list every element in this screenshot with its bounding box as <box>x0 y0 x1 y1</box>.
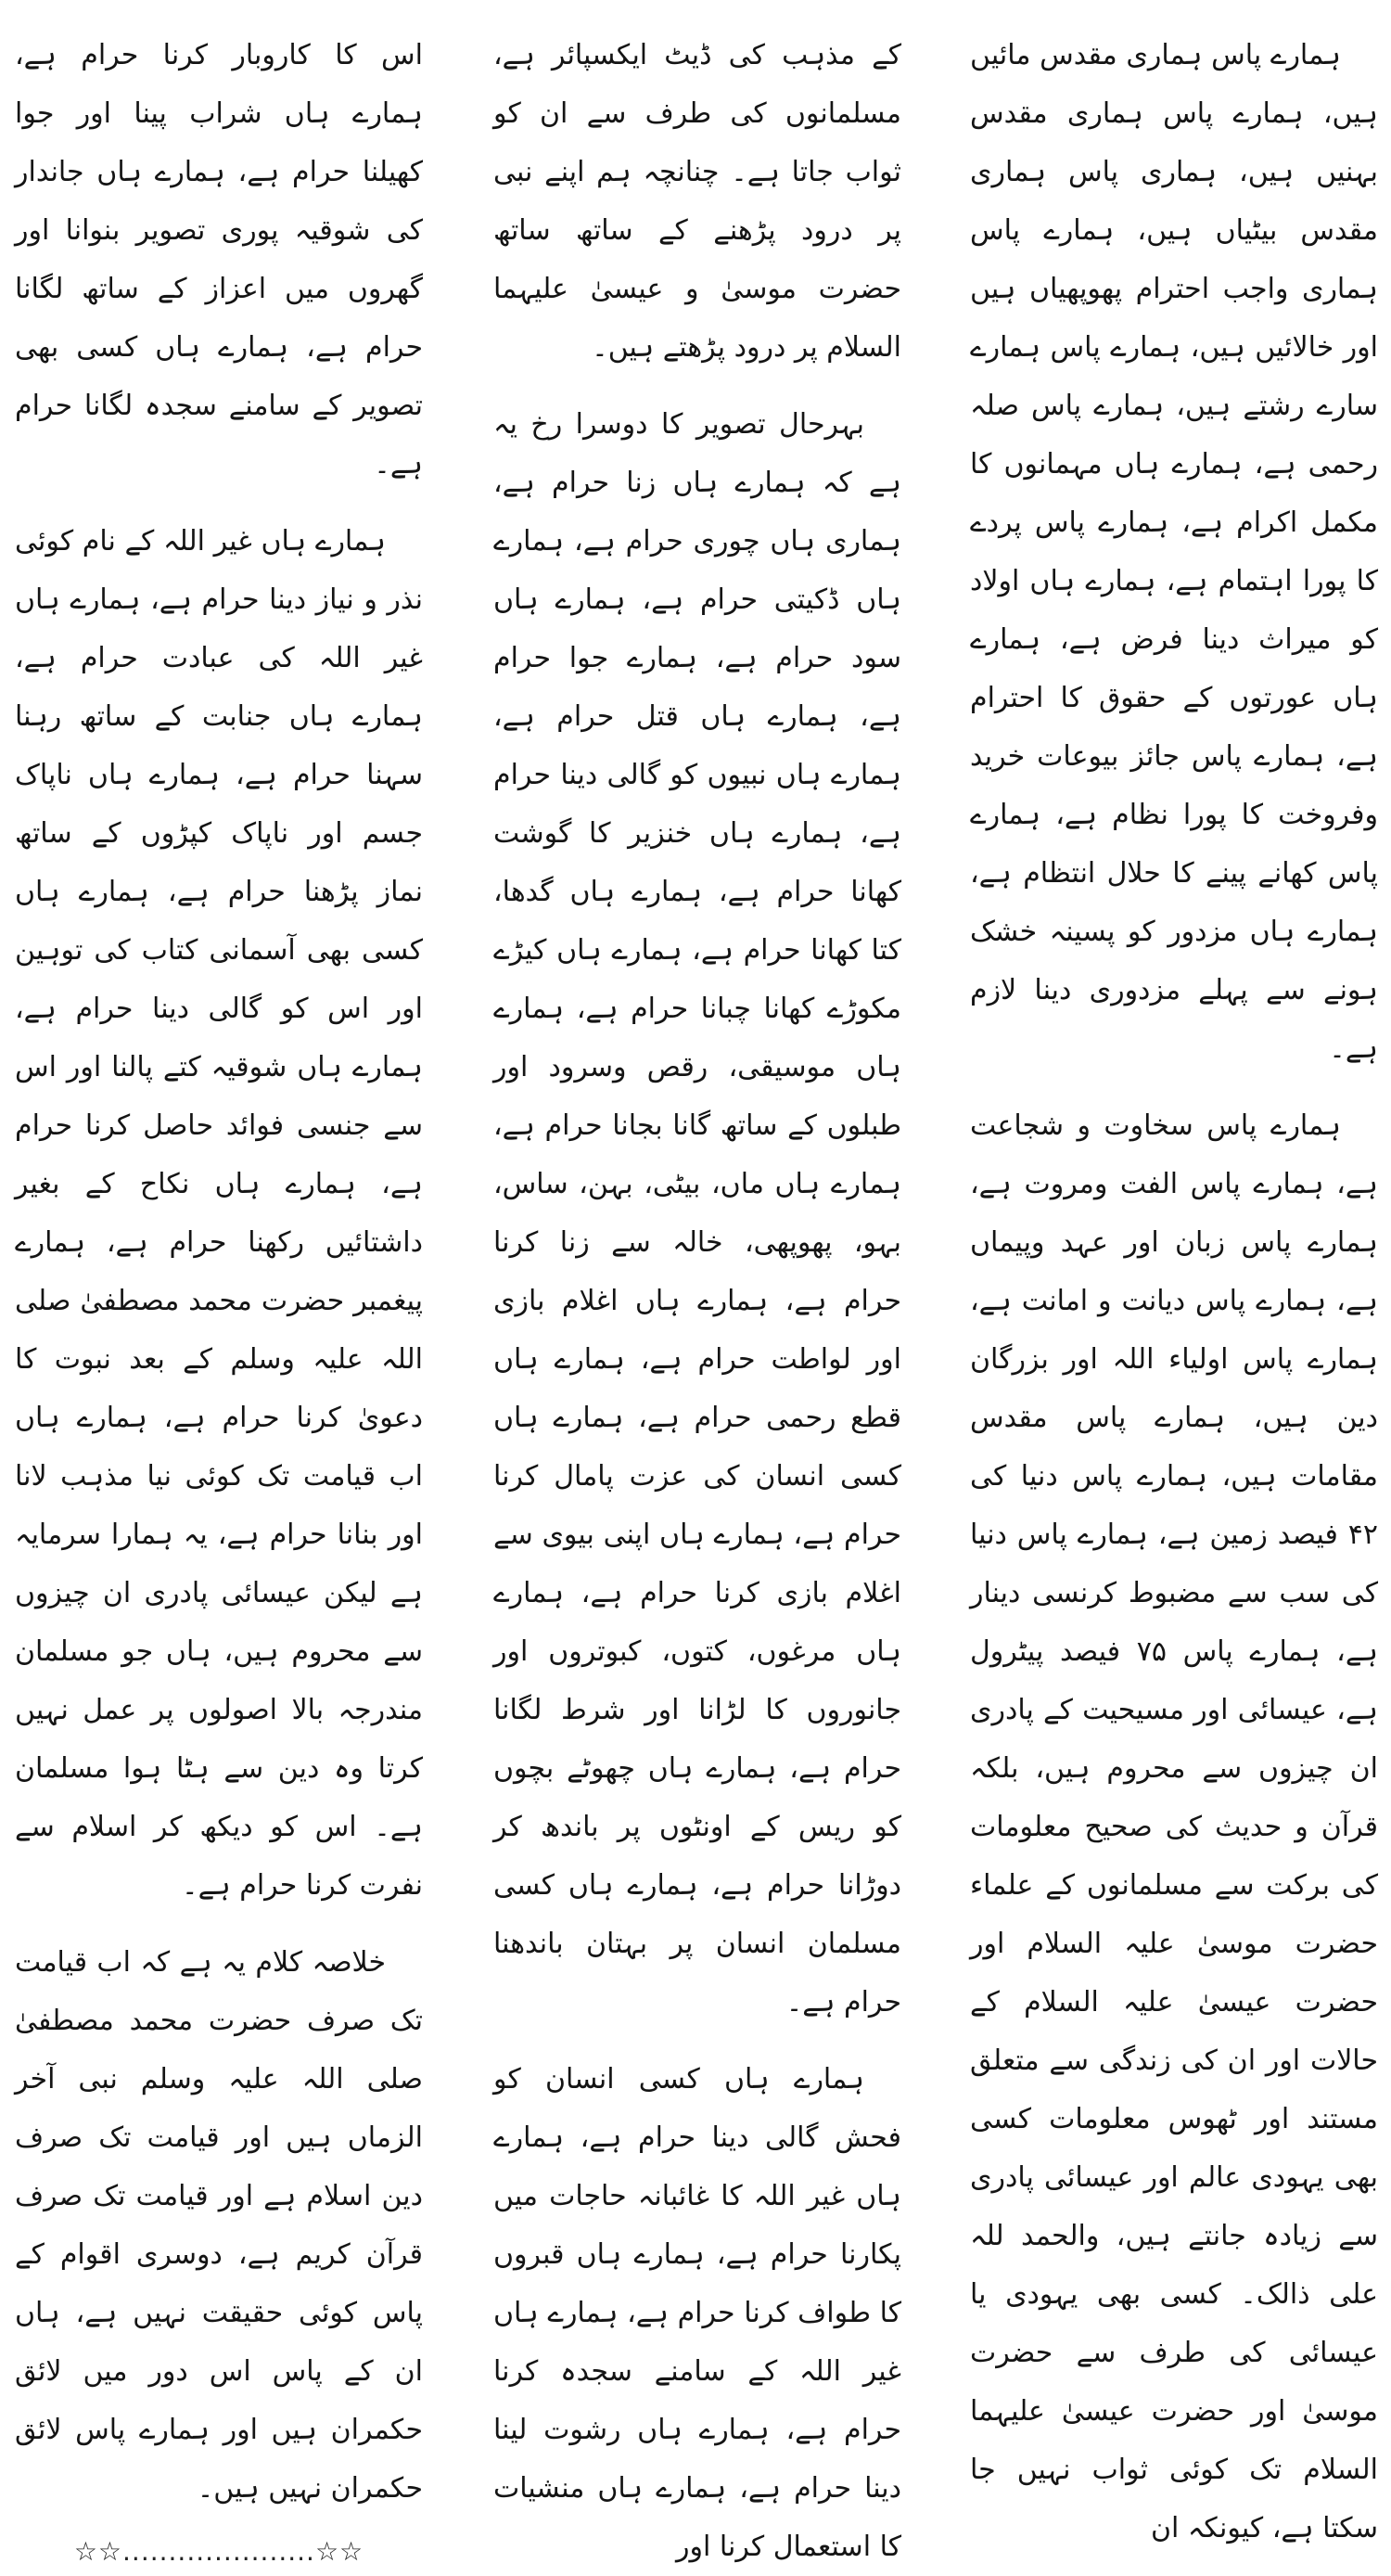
paragraph: ہمارے پاس ہماری مقدس مائیں ہیں، ہمارے پاس ہماری مقدس بہنیں ہیں، ہماری پاس ہماری مقدس بیٹیاں ہیں، ہمارے پاس ہماری واجب احترام پھوپھیاں ہیں اور خالائیں ہیں، ہمارے پاس ہمارے سارے رشتے ہیں، ہمارے پاس صلہ رحمی ہے، ہمارے ہاں مہمانوں کا مکمل اکرام ہے، ہمارے پاس پردے کا پورا اہتمام ہے، ہمارے ہاں اولاد کو میراث دینا فرض ہے، ہمارے ہاں عورتوں کے حقوق کا احترام ہے، ہمارے پاس جائز بیوعات خرید وفروخت کا پورا نظام ہے، ہمارے پاس کھانے پینے کا حلال انتظام ہے، ہمارے ہاں مزدور کو پسینہ خشک ہونے سے پہلے مزدوری دینا لازم ہے۔ <box>970 39 1378 1065</box>
paragraph: ہمارے پاس سخاوت و شجاعت ہے، ہمارے پاس الفت ومروت ہے، ہمارے پاس زبان اور عہد وپیماں ہے، ہمارے پاس دیانت و امانت ہے، ہمارے پاس اولیاء اللہ اور بزرگان دین ہیں، ہمارے پاس مقدس مقامات ہیں، ہمارے پاس دنیا کی ۴۲ فیصد زمین ہے، ہمارے پاس دنیا کی سب سے مضبوط کرنسی دینار ہے، ہمارے پاس ۷۵ فیصد پیٹرول ہے، عیسائی اور مسیحیت کے پادری ان چیزوں سے محروم ہیں، بلکہ قرآن و حدیث کی صحیح معلومات کی برکت سے مسلمانوں کے علماء حضرت موسیٰ علیہ السلام اور حضرت عیسیٰ علیہ السلام کے حالات اور ان کی زندگی سے متعلق مستند اور ٹھوس معلومات کسی بھی یہودی عالم اور عیسائی پادری سے زیادہ جانتے ہیں، والحمد للہ علی ذالک۔ کسی بھی یہودی یا عیسائی کی طرف سے حضرت موسیٰ اور حضرت عیسیٰ علیہما السلام تک کوئی ثواب نہیں جا سکتا ہے، کیونکہ ان <box>970 1109 1378 2544</box>
paragraph: کے مذہب کی ڈیٹ ایکسپائر ہے، مسلمانوں کی طرف سے ان کو ثواب جاتا ہے۔ چنانچہ ہم اپنے نبی پر درود پڑھنے کے ساتھ ساتھ حضرت موسیٰ و عیسیٰ علیہما السلام پر درود پڑھتے ہیں۔ <box>493 39 901 364</box>
paragraph: ہمارے ہاں کسی انسان کو فحش گالی دینا حرام ہے، ہمارے ہاں غیر اللہ کا غائبانہ حاجات میں پکارنا حرام ہے، ہمارے ہاں قبروں کا طواف کرنا حرام ہے، ہمارے ہاں غیر اللہ کے سامنے سجدہ کرنا حرام ہے، ہمارے ہاں رشوت لینا دینا حرام ہے، ہمارے ہاں منشیات کا استعمال کرنا اور <box>493 2063 901 2563</box>
column-left <box>15 26 423 2567</box>
end-divider: ☆☆.....................☆☆ <box>73 2536 364 2567</box>
paragraph: خلاصہ کلام یہ ہے کہ اب قیامت تک صرف حضرت محمد مصطفیٰ صلی اللہ علیہ وسلم نبی آخر الزماں ہیں اور قیامت تک صرف دین اسلام ہے اور قیامت تک صرف قرآن کریم ہے، دوسری اقوام کے پاس کوئی حقیقت نہیں ہے، ہاں ان کے پاس اس دور میں لائق حکمران ہیں اور ہمارے پاس لائق حکمران نہیں ہیں۔ <box>15 1946 423 2505</box>
column-right <box>970 26 1378 2544</box>
column-middle <box>493 26 901 2563</box>
paragraph: بہرحال تصویر کا دوسرا رخ یہ ہے کہ ہمارے ہاں زنا حرام ہے، ہماری ہاں چوری حرام ہے، ہمارے ہاں ڈکیتی حرام ہے، ہمارے ہاں سود حرام ہے، ہمارے جوا حرام ہے، ہمارے ہاں قتل حرام ہے، ہمارے ہاں نبیوں کو گالی دینا حرام ہے، ہمارے ہاں خنزیر کا گوشت کھانا حرام ہے، ہمارے ہاں گدھا، کتا کھانا حرام ہے، ہمارے ہاں کیڑے مکوڑے کھانا چبانا حرام ہے، ہمارے ہاں موسیقی، رقص وسرود اور طبلوں کے ساتھ گانا بجانا حرام ہے، ہمارے ہاں ماں، بیٹی، بہن، ساس، بہو، پھوپھی، خالہ سے زنا کرنا حرام ہے، ہمارے ہاں اغلام بازی اور لواطت حرام ہے، ہمارے ہاں قطع رحمی حرام ہے، ہمارے ہاں کسی انسان کی عزت پامال کرنا حرام ہے، ہمارے ہاں اپنی بیوی سے اغلام بازی کرنا حرام ہے، ہمارے ہاں مرغوں، کتوں، کبوتروں اور جانوروں کا لڑانا اور شرط لگانا حرام ہے، ہمارے ہاں چھوٹے بچوں کو ریس کے اونٹوں پر باندھ کر دوڑانا حرام ہے، ہمارے ہاں کسی مسلمان انسان پر بہتان باندھنا حرام ہے۔ <box>493 408 901 2019</box>
paragraph: ہمارے ہاں غیر اللہ کے نام کوئی نذر و نیاز دینا حرام ہے، ہمارے ہاں غیر اللہ کی عبادت حرام ہے، ہمارے ہاں جنابت کے ساتھ رہنا سہنا حرام ہے، ہمارے ہاں ناپاک جسم اور ناپاک کپڑوں کے ساتھ نماز پڑھنا حرام ہے، ہمارے ہاں کسی بھی آسمانی کتاب کی توہین اور اس کو گالی دینا حرام ہے، ہمارے ہاں شوقیہ کتے پالنا اور اس سے جنسی فوائد حاصل کرنا حرام ہے، ہمارے ہاں نکاح کے بغیر داشتائیں رکھنا حرام ہے، ہمارے پیغمبر حضرت محمد مصطفیٰ صلی اللہ علیہ وسلم کے بعد نبوت کا دعویٰ کرنا حرام ہے، ہمارے ہاں اب قیامت تک کوئی نیا مذہب لانا اور بنانا حرام ہے، یہ ہمارا سرمایہ ہے لیکن عیسائی پادری ان چیزوں سے محروم ہیں، ہاں جو مسلمان مندرجہ بالا اصولوں پر عمل نہیں کرتا وہ دین سے ہٹا ہوا مسلمان ہے۔ اس کو دیکھ کر اسلام سے نفرت کرنا حرام ہے۔ <box>15 525 423 1902</box>
paragraph: اس کا کاروبار کرنا حرام ہے، ہمارے ہاں شراب پینا اور جوا کھیلنا حرام ہے، ہمارے ہاں جاندار کی شوقیہ پوری تصویر بنوانا اور گھروں میں اعزاز کے ساتھ لگانا حرام ہے، ہمارے ہاں کسی بھی تصویر کے سامنے سجدہ لگانا حرام ہے۔ <box>15 39 423 481</box>
